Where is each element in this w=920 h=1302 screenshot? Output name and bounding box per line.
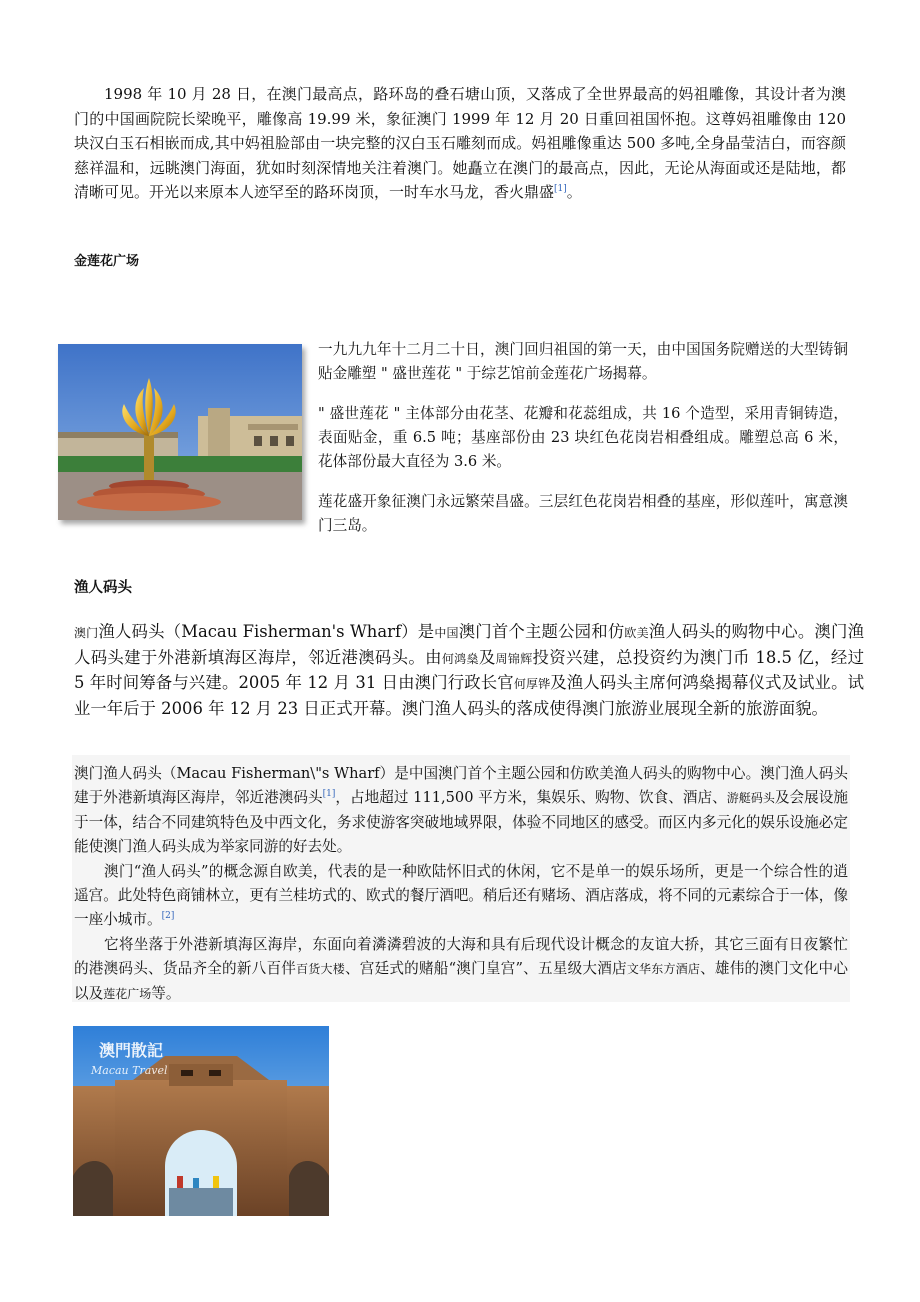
- intro-segment: 投资兴建，总投资约为澳门币 18.5 亿，经过 5 年时间筹备与兴建。2005 年 12 月 31 日由澳门行政长官: [74, 647, 864, 693]
- lotus-heading: 金莲花广场: [74, 254, 140, 269]
- detail-segment: 百货大楼: [296, 962, 345, 977]
- lotus-square-photo: [58, 344, 302, 520]
- fisherman-intro-paragraph: [74, 620, 864, 721]
- detail-segment: 澳门“渔人码头”的概念源自欧美，代表的是一种欧陆怀旧式的休闲，它不是单一的娱乐场所，更是一个综合性的逍遥宫。此处特色商铺林立，更有兰桂坊式的、欧式的餐厅酒吧。稍后还有赌场、酒店落成，将不同的元素综合于一体，像一座小城市。: [74, 862, 848, 929]
- fisherman-detail-paragraph-2: [74, 860, 848, 933]
- detail-segment: 等。: [151, 984, 181, 1002]
- lotus-paragraph-1: 一九九九年十二月二十日，澳门回归祖国的第一天，由中国国务院赠送的大型铸铜贴金雕塑 " 盛世莲花 " 于综艺馆前金莲花广场揭幕。: [318, 341, 848, 382]
- watermark-english: Macau Travel: [91, 1064, 168, 1077]
- intro-segment: 周锦辉: [495, 651, 533, 666]
- detail-segment: 它将坐落于外港新填海区海岸，东面向着潾潾碧波的大海和具有后现代设计概念的友谊大挢，其它三面有日夜繁忙的港澳码头、货品齐全的新八百伴: [74, 935, 848, 978]
- citation-link-2[interactable]: [2]: [161, 911, 175, 922]
- fisherman-heading: 渔人码头: [74, 580, 132, 596]
- intro-segment: 澳门首个主题公园和仿: [458, 622, 625, 641]
- intro-segment: 及渔人码头主席何鸿燊揭幕仪式及试业。试业一年后于 2006 年 12 月 23 日正式开幕。澳门渔人码头的落成使得澳门旅游业展现全新的旅游面貌。: [74, 673, 864, 718]
- mazu-text: 1998 年 10 月 28 日，在澳门最高点，路环岛的叠石塘山顶，又落成了全世界最高的妈祖雕像，其设计者为澳门的中国画院院长梁晚平，雕像高 19.99 米，象征澳门 1999 年 12 月 20 日重回祖国怀抱。这尊妈祖雕像由 120 块汉白玉石相嵌而成,其中妈祖脸部由一块完整的汉白玉石雕刻而成。妈祖雕像重达 500 多吨,全身晶莹洁白，而容颜慈祥温和，远眺澳门海面，犹如时刻深情地关注着澳门。她矗立在澳门的最高点，因此，无论从海面或还是陆地，都清晰可见。开光以来原本人迹罕至的路环岗顶，一时车水马龙，香火鼎盛: [74, 85, 846, 202]
- lotus-paragraph-2: " 盛世莲花 " 主体部分由花茎、花瓣和花蕊组成，共 16 个造型，采用青铜铸造，表面贴金，重 6.5 吨；基座部份由 23 块红色花岗岩相叠组成。雕塑总高 6 米，花体部份最大直径为 3.6 米。: [318, 405, 848, 470]
- mazu-end: 。: [566, 183, 582, 202]
- fisherman-wharf-photo: [73, 1026, 329, 1216]
- mazu-paragraph: [74, 82, 846, 205]
- intro-segment: 澳门: [74, 626, 99, 640]
- lotus-sculpture-image: [58, 344, 302, 520]
- fisherman-detail-paragraph-3: [74, 933, 848, 1006]
- detail-segment: 澳门渔人码头（Macau Fisherman\"s Wharf）是中国澳门首个主题公园和仿欧美渔人码头的购物中心。澳门渔人码头建于外港新填海区海岸，邻近港澳码头: [74, 765, 848, 807]
- citation-link-1b[interactable]: [1]: [322, 789, 336, 800]
- watermark-chinese: 澳門散記: [99, 1041, 164, 1060]
- intro-segment: 中国: [434, 626, 459, 640]
- detail-segment: 、宫廷式的赌船“澳门皇宫”、五星级大酒店: [344, 960, 627, 978]
- detail-segment: ，占地超过 111,500 平方米，集娱乐、购物、饮食、酒店、: [335, 789, 727, 807]
- intro-segment: 渔人码头的购物中心。澳门渔人码头建于外港新填海区海岸，邻近港澳码头。由: [74, 622, 864, 667]
- intro-segment: 及: [478, 647, 496, 667]
- intro-segment: 渔人码头（Macau Fisherman's Wharf）是: [98, 622, 435, 641]
- detail-segment: 及会展设施于一体，结合不同建筑特色及中西文化，务求使游客突破地域界限，体验不同地区的感受。而区内多元化的娱乐设施必定能使澳门渔人码头成为举家同游的好去处。: [74, 789, 848, 856]
- fisherman-detail-block: [74, 762, 848, 1006]
- detail-segment: 游艇码头: [726, 791, 775, 806]
- intro-segment: 欧美: [624, 626, 649, 640]
- intro-segment: 何厚铧: [513, 677, 551, 692]
- citation-link-1[interactable]: [1]: [554, 184, 567, 195]
- intro-segment: 何鸿燊: [441, 651, 479, 666]
- lotus-description: [318, 338, 848, 554]
- detail-segment: 、雄伟的澳门文化中心以及: [74, 960, 848, 1002]
- fisherman-detail-paragraph-1: [74, 762, 848, 860]
- lotus-paragraph-3: 莲花盛开象征澳门永远繁荣昌盛。三层红色花岗岩相叠的基座，形似莲叶，寓意澳门三岛。: [318, 493, 848, 534]
- detail-segment: 莲花广场: [103, 986, 152, 1001]
- fisherman-gate-image: [73, 1026, 329, 1216]
- detail-segment: 文华东方酒店: [626, 962, 701, 977]
